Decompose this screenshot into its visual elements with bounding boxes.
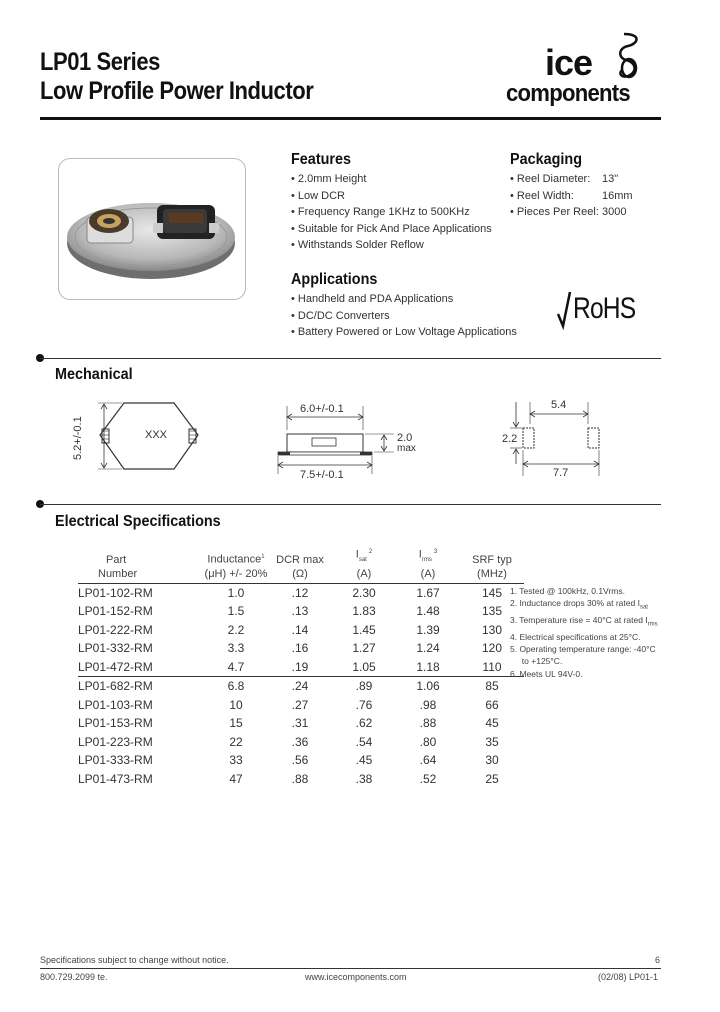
table-row — [78, 621, 524, 640]
feature-item: • 2.0mm Height — [291, 171, 492, 188]
irms-cell: .88 — [419, 716, 437, 731]
features-heading: Features — [291, 151, 352, 168]
footer-web[interactable]: www.icecomponents.com — [305, 972, 407, 982]
irms-cell: 1.24 — [416, 641, 440, 656]
part-number-cell: LP01-223-RM — [78, 734, 153, 749]
note-item: to +125°C. — [510, 656, 563, 667]
srf-cell: 135 — [481, 604, 503, 619]
part-number-cell: LP01-153-RM — [78, 716, 153, 731]
note-item: 3. Temperature rise = 40°C at rated $I_{rms}$ — [510, 615, 658, 628]
packaging-value: 16mm — [602, 189, 633, 202]
irms-cell: .52 — [419, 771, 437, 786]
dcr-cell: .31 — [291, 716, 309, 731]
footer-divider — [40, 968, 661, 969]
applications-heading: Applications — [291, 271, 378, 288]
isat-cell: 1.45 — [352, 622, 376, 637]
inductance-cell: 1.0 — [204, 583, 268, 602]
inductance-cell: 4.7 — [227, 659, 245, 674]
top-view-height-label: 5.2+/-0.1 — [72, 416, 84, 460]
inductance-cell: 2.2 — [227, 622, 245, 637]
table-row — [78, 770, 524, 789]
dcr-cell: .19 — [291, 659, 309, 674]
irms-cell: 1.18 — [416, 659, 440, 674]
dcr-cell: .12 — [268, 583, 332, 602]
packaging-label: Pieces Per Reel: — [516, 206, 599, 219]
part-marking: XXX — [145, 429, 168, 441]
dcr-cell: .27 — [291, 697, 309, 712]
packaging-value: 3000 — [602, 206, 627, 219]
packaging-label: Reel Diameter: — [516, 173, 591, 185]
table-row — [78, 751, 524, 770]
packaging-label: Reel Width: — [516, 189, 574, 202]
side-view-top-width: 6.0+/-0.1 — [300, 403, 344, 415]
col-irms: $I_{rms}^3$ (A) — [418, 548, 438, 580]
part-number-cell: LP01-103-RM — [78, 697, 153, 712]
logo-components-text: components — [506, 80, 630, 107]
pad-height-label: 2.2 — [502, 433, 518, 445]
packaging-list — [510, 171, 660, 221]
srf-cell: 110 — [482, 659, 502, 674]
inductance-cell: 10 — [229, 697, 243, 712]
dcr-cell: .13 — [291, 604, 309, 619]
part-number-cell: LP01-152-RM — [78, 604, 153, 619]
inductance-cell: 47 — [229, 771, 243, 786]
isat-cell: .76 — [355, 697, 373, 712]
applications-list — [291, 291, 517, 341]
isat-cell: .38 — [355, 771, 373, 786]
mechanical-heading: Mechanical — [55, 366, 133, 383]
feature-item: • Withstands Solder Reflow — [291, 237, 492, 254]
col-inductance: Inductance$^1$ (μH) +/- 20% — [204, 553, 268, 580]
dcr-cell: .88 — [291, 771, 309, 786]
irms-cell: 1.67 — [396, 583, 460, 602]
part-number-cell: LP01-473-RM — [78, 771, 153, 786]
dcr-cell: .56 — [291, 753, 309, 768]
inductance-cell: 15 — [229, 716, 243, 731]
rohs-check-icon — [556, 290, 572, 330]
irms-cell: .98 — [419, 697, 437, 712]
srf-cell: 25 — [485, 771, 499, 786]
inductance-cell: 22 — [229, 734, 243, 749]
srf-cell: 45 — [485, 716, 499, 731]
header-divider — [40, 117, 661, 120]
logo-swirl-icon — [612, 30, 646, 82]
spec-header-row — [78, 545, 524, 583]
application-item: • DC/DC Converters — [291, 308, 517, 325]
part-number-cell: LP01-682-RM — [78, 677, 204, 696]
inductance-cell: 33 — [229, 753, 243, 768]
srf-cell: 85 — [460, 677, 524, 696]
irms-cell: .64 — [419, 753, 437, 768]
table-row — [78, 602, 524, 621]
part-number-cell: LP01-333-RM — [78, 753, 153, 768]
part-number-cell: LP01-472-RM — [78, 659, 153, 674]
spec-notes — [510, 585, 670, 680]
col-dcr: DCR max (Ω) — [276, 553, 324, 580]
rohs-mark: RoHS — [573, 292, 636, 325]
irms-cell: .80 — [419, 734, 437, 749]
isat-cell: .62 — [355, 716, 373, 731]
table-row — [78, 733, 524, 752]
footer-page: 6 — [655, 955, 661, 965]
part-number-cell: LP01-222-RM — [78, 622, 153, 637]
packaging-row: • Pieces Per Reel: 3000 — [510, 204, 660, 221]
col-isat: $I_{sat}^2$ (A) — [355, 548, 373, 580]
logo-ice-text: ice — [545, 42, 593, 83]
irms-cell: 1.48 — [416, 604, 440, 619]
part-number-cell: LP01-332-RM — [78, 641, 153, 656]
dcr-cell: .16 — [291, 641, 309, 656]
note-item: 6. Meets UL 94V-0. — [510, 668, 583, 679]
isat-cell: 1.83 — [352, 604, 376, 619]
srf-cell: 145 — [460, 583, 524, 602]
feature-item: • Low DCR — [291, 188, 492, 205]
product-photo — [58, 158, 246, 300]
top-view-height-label-box — [72, 400, 92, 476]
side-view-height-note: max — [397, 443, 416, 454]
spec-table — [78, 545, 524, 788]
features-list — [291, 171, 492, 254]
title-series: LP01 Series — [40, 48, 160, 76]
packaging-row: • Reel Width: 16mm — [510, 188, 660, 205]
side-view-bottom-width: 7.5+/-0.1 — [300, 469, 344, 481]
table-row — [78, 658, 524, 677]
srf-cell: 35 — [485, 734, 499, 749]
srf-cell: 30 — [485, 753, 499, 768]
irms-cell: 1.06 — [396, 677, 460, 696]
srf-cell: 130 — [481, 622, 503, 637]
irms-cell: 1.39 — [416, 622, 440, 637]
footer-phone: 800.729.2099 te. — [40, 972, 108, 982]
table-row — [78, 696, 524, 715]
packaging-heading: Packaging — [510, 151, 583, 168]
col-part: Part Number — [98, 553, 138, 580]
inductance-cell: 3.3 — [227, 641, 245, 656]
pad-spacing-label: 5.4 — [551, 399, 567, 411]
isat-cell: .45 — [355, 753, 373, 768]
part-number-cell: LP01-102-RM — [78, 583, 204, 602]
electrical-heading: Electrical Specifications — [55, 513, 221, 530]
title-product: Low Profile Power Inductor — [40, 77, 314, 105]
isat-cell: 2.30 — [332, 583, 396, 602]
inductance-cell: 6.8 — [204, 677, 268, 696]
srf-cell: 120 — [481, 641, 503, 656]
inductance-cell: 1.5 — [227, 604, 245, 619]
isat-cell: .54 — [355, 734, 373, 749]
application-item: • Handheld and PDA Applications — [291, 291, 517, 308]
isat-cell: .89 — [332, 677, 396, 696]
table-row — [78, 714, 524, 733]
note-item: 1. Tested @ 100kHz, 0.1Vrms. — [510, 586, 625, 596]
spec-body — [78, 583, 524, 788]
application-item: • Battery Powered or Low Voltage Applications — [291, 324, 517, 341]
isat-cell: 1.27 — [352, 641, 376, 656]
section-divider — [40, 504, 661, 505]
table-row — [78, 639, 524, 658]
col-srf: SRF typ (MHz) — [472, 553, 512, 580]
note-item: 5. Operating temperature range: -40°C — [510, 644, 656, 655]
note-item: 2. Inductance drops 30% at rated $I_{sat}$ — [510, 598, 648, 611]
dcr-cell: .36 — [291, 734, 309, 749]
product-photo-image — [59, 159, 245, 299]
footer-disclaimer: Specifications subject to change without notice. — [40, 955, 229, 965]
feature-item: • Frequency Range 1KHz to 500KHz — [291, 204, 492, 221]
footer-code: (02/08) LP01-1 — [598, 972, 659, 982]
feature-item: • Suitable for Pick And Place Applications — [291, 221, 492, 238]
packaging-row: • Reel Diameter: 13" — [510, 171, 660, 188]
section-divider — [40, 358, 661, 359]
packaging-value: 13" — [602, 173, 619, 185]
note-item: 4. Electrical specifications at 25°C. — [510, 631, 641, 642]
srf-cell: 66 — [485, 697, 499, 712]
table-row — [78, 677, 524, 696]
side-view-height: 2.0 — [397, 432, 413, 444]
dcr-cell: .14 — [291, 622, 309, 637]
isat-cell: 1.05 — [352, 659, 376, 674]
table-row — [78, 583, 524, 602]
dcr-cell: .24 — [268, 677, 332, 696]
pad-overall-label: 7.7 — [553, 467, 569, 479]
